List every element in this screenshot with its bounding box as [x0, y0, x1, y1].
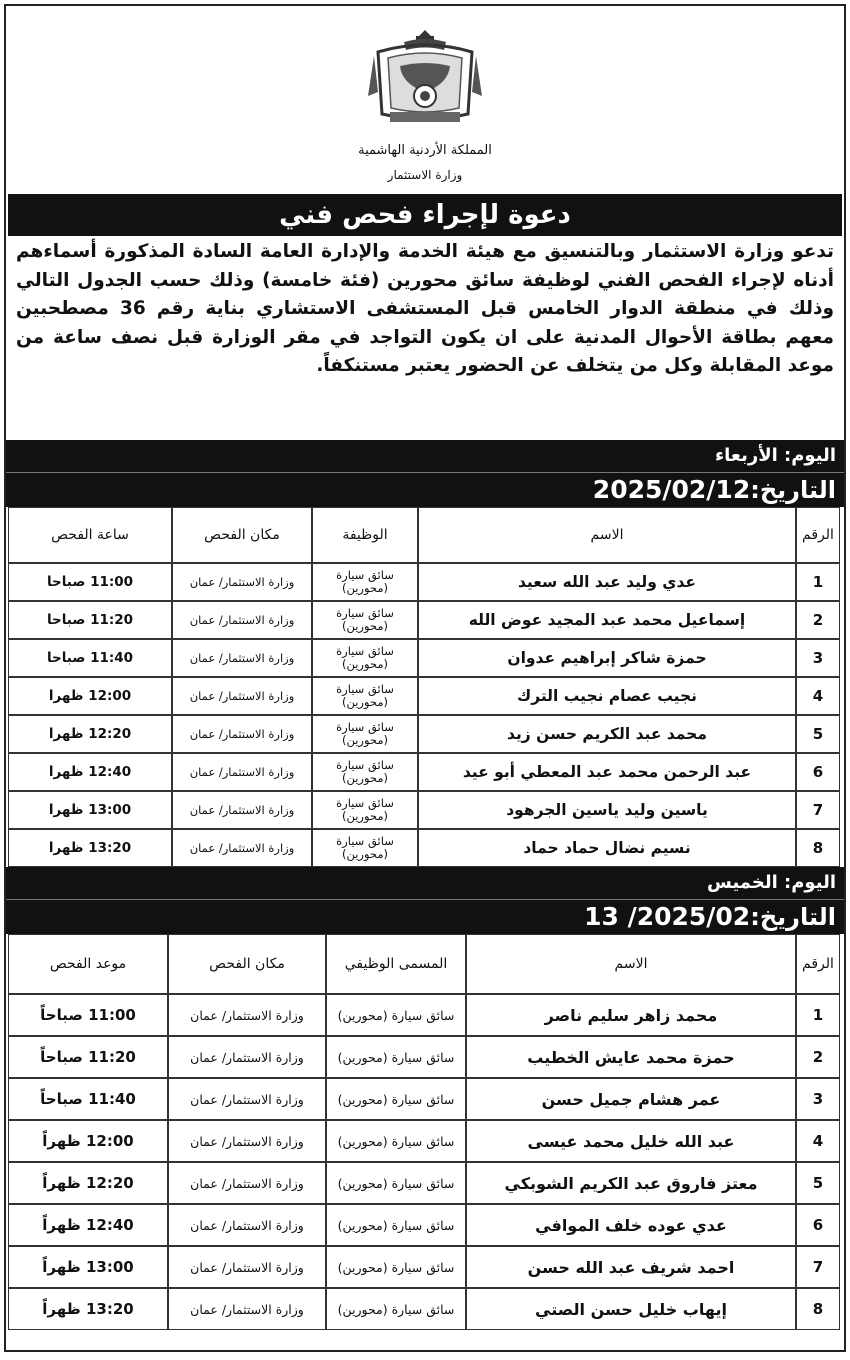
row-place: وزارة الاستثمار/ عمان — [168, 1288, 326, 1330]
row-time: 11:00 صباحا — [8, 563, 172, 601]
row-time: 12:40 ظهرا — [8, 753, 172, 791]
row-name: عدي عوده خلف الموافي — [466, 1204, 796, 1246]
col-job-header: الوظيفة — [312, 507, 418, 563]
row-place: وزارة الاستثمار/ عمان — [168, 1246, 326, 1288]
row-number: 5 — [796, 715, 840, 753]
table-row — [8, 563, 840, 601]
day-label: اليوم: الأربعاء — [6, 440, 844, 472]
row-time: 13:00 ظهراً — [8, 1246, 168, 1288]
row-number: 3 — [796, 639, 840, 677]
row-time: 11:20 صباحاً — [8, 1036, 168, 1078]
row-job: سائق سيارة (محورين) — [326, 1204, 466, 1246]
row-number: 8 — [796, 829, 840, 867]
row-place: وزارة الاستثمار/ عمان — [168, 1162, 326, 1204]
date-label — [6, 899, 844, 934]
col-num-header: الرقم — [796, 934, 840, 994]
row-place: وزارة الاستثمار/ عمان — [168, 1204, 326, 1246]
row-place: وزارة الاستثمار/ عمان — [168, 1036, 326, 1078]
page-title: دعوة لإجراء فحص فني — [8, 194, 842, 236]
row-number: 8 — [796, 1288, 840, 1330]
row-job: سائق سيارة (محورين) — [312, 791, 418, 829]
row-place: وزارة الاستثمار/ عمان — [172, 753, 312, 791]
table-row — [8, 1036, 840, 1078]
col-name-header: الاسم — [418, 507, 796, 563]
header — [6, 6, 844, 194]
row-name: نجيب عصام نجيب الترك — [418, 677, 796, 715]
row-number: 7 — [796, 1246, 840, 1288]
row-place: وزارة الاستثمار/ عمان — [168, 1078, 326, 1120]
row-name: عبد الله خليل محمد عيسى — [466, 1120, 796, 1162]
row-job: سائق سيارة (محورين) — [312, 563, 418, 601]
row-place: وزارة الاستثمار/ عمان — [172, 677, 312, 715]
row-place: وزارة الاستثمار/ عمان — [172, 829, 312, 867]
row-time: 11:20 صباحا — [8, 601, 172, 639]
row-place: وزارة الاستثمار/ عمان — [172, 639, 312, 677]
table-header-row — [8, 934, 840, 994]
row-number: 6 — [796, 1204, 840, 1246]
ministry-name: وزارة الاستثمار — [387, 168, 463, 182]
row-name: نسيم نضال حماد حماد — [418, 829, 796, 867]
row-name: ياسين وليد ياسين الجرهود — [418, 791, 796, 829]
table-row — [8, 1120, 840, 1162]
table-row — [8, 994, 840, 1036]
row-job: سائق سيارة (محورين) — [312, 753, 418, 791]
col-place-header: مكان الفحص — [172, 507, 312, 563]
table-row — [8, 1204, 840, 1246]
row-number: 5 — [796, 1162, 840, 1204]
table-row — [8, 1078, 840, 1120]
row-time: 13:20 ظهرا — [8, 829, 172, 867]
row-place: وزارة الاستثمار/ عمان — [172, 563, 312, 601]
row-job: سائق سيارة (محورين) — [312, 639, 418, 677]
row-job: سائق سيارة (محورين) — [312, 715, 418, 753]
row-name: عمر هشام جميل حسن — [466, 1078, 796, 1120]
row-place: وزارة الاستثمار/ عمان — [168, 1120, 326, 1162]
kingdom-name: المملكة الأردنية الهاشمية — [358, 143, 492, 158]
row-name: معتز فاروق عبد الكريم الشوبكي — [466, 1162, 796, 1204]
table-row — [8, 1246, 840, 1288]
day-label: اليوم: الخميس — [6, 867, 844, 899]
row-name: حمزة محمد عايش الخطيب — [466, 1036, 796, 1078]
row-place: وزارة الاستثمار/ عمان — [172, 715, 312, 753]
table-row — [8, 1288, 840, 1330]
row-name: إيهاب خليل حسن الصتي — [466, 1288, 796, 1330]
row-number: 2 — [796, 1036, 840, 1078]
date-value: 2025/02/12 — [592, 475, 751, 504]
date-label-text: التاريخ: — [750, 903, 836, 931]
col-place-header: مكان الفحص — [168, 934, 326, 994]
col-name-header: الاسم — [466, 934, 796, 994]
row-name: محمد زاهر سليم ناصر — [466, 994, 796, 1036]
row-time: 12:00 ظهرا — [8, 677, 172, 715]
row-name: عبد الرحمن محمد عبد المعطي أبو عيد — [418, 753, 796, 791]
col-time-header: موعد الفحص — [8, 934, 168, 994]
row-number: 1 — [796, 994, 840, 1036]
row-time: 12:20 ظهراً — [8, 1162, 168, 1204]
row-number: 4 — [796, 1120, 840, 1162]
row-name: احمد شريف عبد الله حسن — [466, 1246, 796, 1288]
table-row — [8, 753, 840, 791]
date-value: 2025/02/ 13 — [584, 902, 751, 931]
row-job: سائق سيارة (محورين) — [326, 1036, 466, 1078]
row-time: 12:20 ظهرا — [8, 715, 172, 753]
row-job: سائق سيارة (محورين) — [312, 829, 418, 867]
row-time: 13:20 ظهراً — [8, 1288, 168, 1330]
row-job: سائق سيارة (محورين) — [326, 1288, 466, 1330]
announcement-page — [4, 4, 846, 1352]
coat-of-arms-icon — [360, 26, 490, 136]
col-job-header: المسمى الوظيفي — [326, 934, 466, 994]
row-time: 12:40 ظهراً — [8, 1204, 168, 1246]
row-job: سائق سيارة (محورين) — [326, 1162, 466, 1204]
row-name: محمد عبد الكريم حسن زيد — [418, 715, 796, 753]
row-name: حمزة شاكر إبراهيم عدوان — [418, 639, 796, 677]
row-number: 1 — [796, 563, 840, 601]
row-time: 11:00 صباحاً — [8, 994, 168, 1036]
col-time-header: ساعة الفحص — [8, 507, 172, 563]
row-time: 11:40 صباحاً — [8, 1078, 168, 1120]
schedule-table — [8, 934, 840, 1330]
col-num-header: الرقم — [796, 507, 840, 563]
date-label-text: التاريخ: — [750, 476, 836, 504]
table-row — [8, 677, 840, 715]
row-number: 2 — [796, 601, 840, 639]
intro-paragraph: تدعو وزارة الاستثمار وبالتنسيق مع هيئة الخدمة والإدارة العامة السادة المذكورة أسماءهم أدناه لإجراء الفحص الفني لوظيفة سائق محورين (فئة خامسة) وذلك حسب الجدول التالي وذلك في منطقة الدوار الخامس قبل المستشفى الاستشاري بناية رقم 36 مصطحبين معهم بطاقة الأحوال المدنية على ان يكون التواجد في مقر الوزارة قبل نصف ساعة من موعد المقابلة وكل من يتخلف عن الحضور يعتبر مستنكفاً. — [16, 241, 835, 376]
row-number: 4 — [796, 677, 840, 715]
row-job: سائق سيارة (محورين) — [326, 1246, 466, 1288]
row-time: 11:40 صباحا — [8, 639, 172, 677]
row-name: إسماعيل محمد عبد المجيد عوض الله — [418, 601, 796, 639]
row-job: سائق سيارة (محورين) — [312, 677, 418, 715]
table-row — [8, 791, 840, 829]
row-time: 12:00 ظهراً — [8, 1120, 168, 1162]
row-number: 7 — [796, 791, 840, 829]
table-row — [8, 601, 840, 639]
row-job: سائق سيارة (محورين) — [312, 601, 418, 639]
row-job: سائق سيارة (محورين) — [326, 1120, 466, 1162]
row-place: وزارة الاستثمار/ عمان — [168, 994, 326, 1036]
table-row — [8, 715, 840, 753]
row-time: 13:00 ظهرا — [8, 791, 172, 829]
row-name: عدي وليد عبد الله سعيد — [418, 563, 796, 601]
row-place: وزارة الاستثمار/ عمان — [172, 791, 312, 829]
row-place: وزارة الاستثمار/ عمان — [172, 601, 312, 639]
schedule-table — [8, 507, 840, 867]
table-row — [8, 1162, 840, 1204]
date-label — [6, 472, 844, 507]
row-job: سائق سيارة (محورين) — [326, 994, 466, 1036]
table-row — [8, 639, 840, 677]
row-job: سائق سيارة (محورين) — [326, 1078, 466, 1120]
table-row — [8, 829, 840, 867]
table-header-row — [8, 507, 840, 563]
row-number: 6 — [796, 753, 840, 791]
row-number: 3 — [796, 1078, 840, 1120]
